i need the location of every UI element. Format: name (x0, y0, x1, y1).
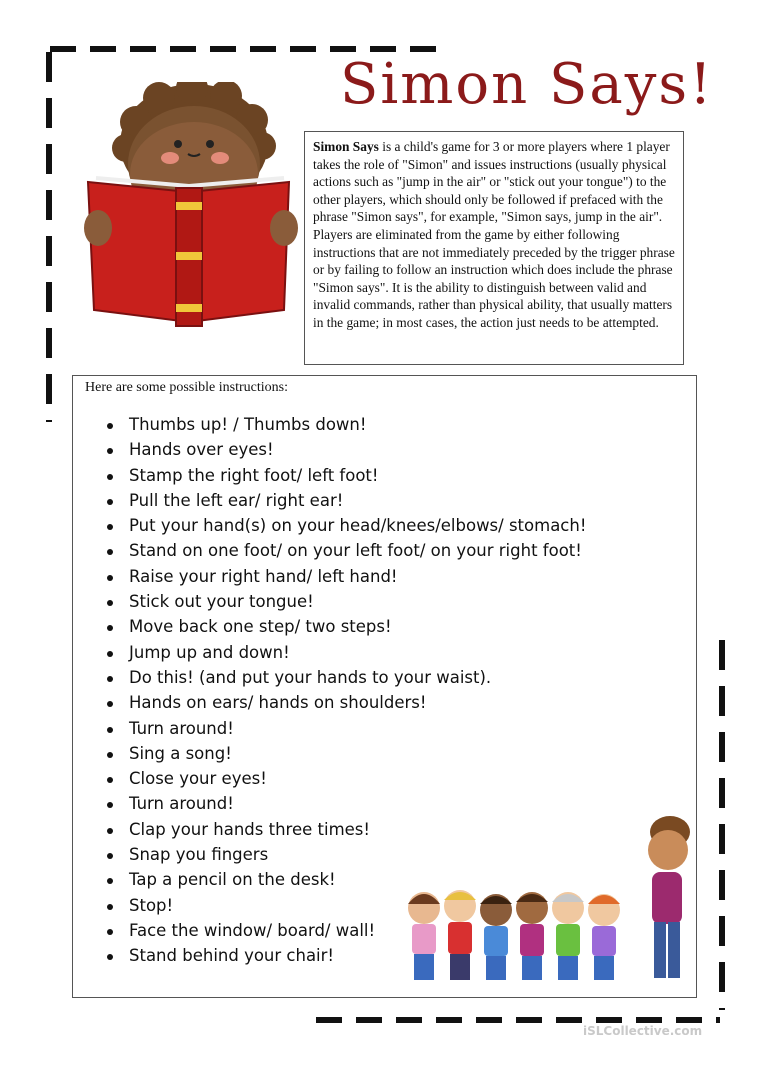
list-item: Stand behind your chair! (101, 943, 586, 968)
child-figures (408, 890, 620, 980)
list-item: Clap your hands three times! (101, 817, 586, 842)
boy-reading-book-illustration (84, 82, 304, 332)
list-item: Sing a song! (101, 741, 586, 766)
list-item: Stop! (101, 893, 586, 918)
description-text: is a child's game for 3 or more players where 1 player takes the role of "Simon" and issues instructions (usually physical actions such as "jump in the air" or "stick out your tongue") to the other players, which should only be followed if prefaced with the phrase "Simon says", for example, "Simon says, jump in the air". Players are eliminated from the game by either following instructions that are not immediately preceded by the trigger phrase or by failing to follow an instruction which does include the phrase "Simon says". It is the ability to distinguish between valid and invalid commands, rather than physical ability, that usually matters in the game; in most cases, the action just needs to be attempted. (313, 139, 675, 330)
instructions-intro: Here are some possible instructions: (85, 380, 288, 395)
list-item: Hands over eyes! (101, 437, 586, 462)
description-bold-lead: Simon Says (313, 139, 379, 154)
frame-bottom-dash (316, 1017, 720, 1023)
list-item: Pull the left ear/ right ear! (101, 488, 586, 513)
list-item: Do this! (and put your hands to your waist). (101, 665, 586, 690)
list-item: Stand on one foot/ on your left foot/ on your right foot! (101, 538, 586, 563)
list-item: Hands on ears/ hands on shoulders! (101, 690, 586, 715)
teacher-figure (648, 816, 690, 978)
list-item: Turn around! (101, 791, 586, 816)
list-item: Move back one step/ two steps! (101, 614, 586, 639)
description-box (304, 131, 684, 365)
list-item: Close your eyes! (101, 766, 586, 791)
list-item: Turn around! (101, 716, 586, 741)
list-item: Put your hand(s) on your head/knees/elbows/ stomach! (101, 513, 586, 538)
list-item: Face the window/ board/ wall! (101, 918, 586, 943)
children-and-teacher-illustration (404, 812, 700, 988)
list-item: Stick out your tongue! (101, 589, 586, 614)
list-item: Stamp the right foot/ left foot! (101, 463, 586, 488)
list-item: Raise your right hand/ left hand! (101, 564, 586, 589)
list-item: Snap you fingers (101, 842, 586, 867)
list-item: Thumbs up! / Thumbs down! (101, 412, 586, 437)
frame-right-dash (719, 640, 725, 1010)
list-item: Jump up and down! (101, 640, 586, 665)
frame-left-dash (46, 52, 52, 422)
list-item: Tap a pencil on the desk! (101, 867, 586, 892)
watermark-text: iSLCollective.com (583, 1024, 703, 1038)
page-title: Simon Says! (340, 52, 714, 117)
